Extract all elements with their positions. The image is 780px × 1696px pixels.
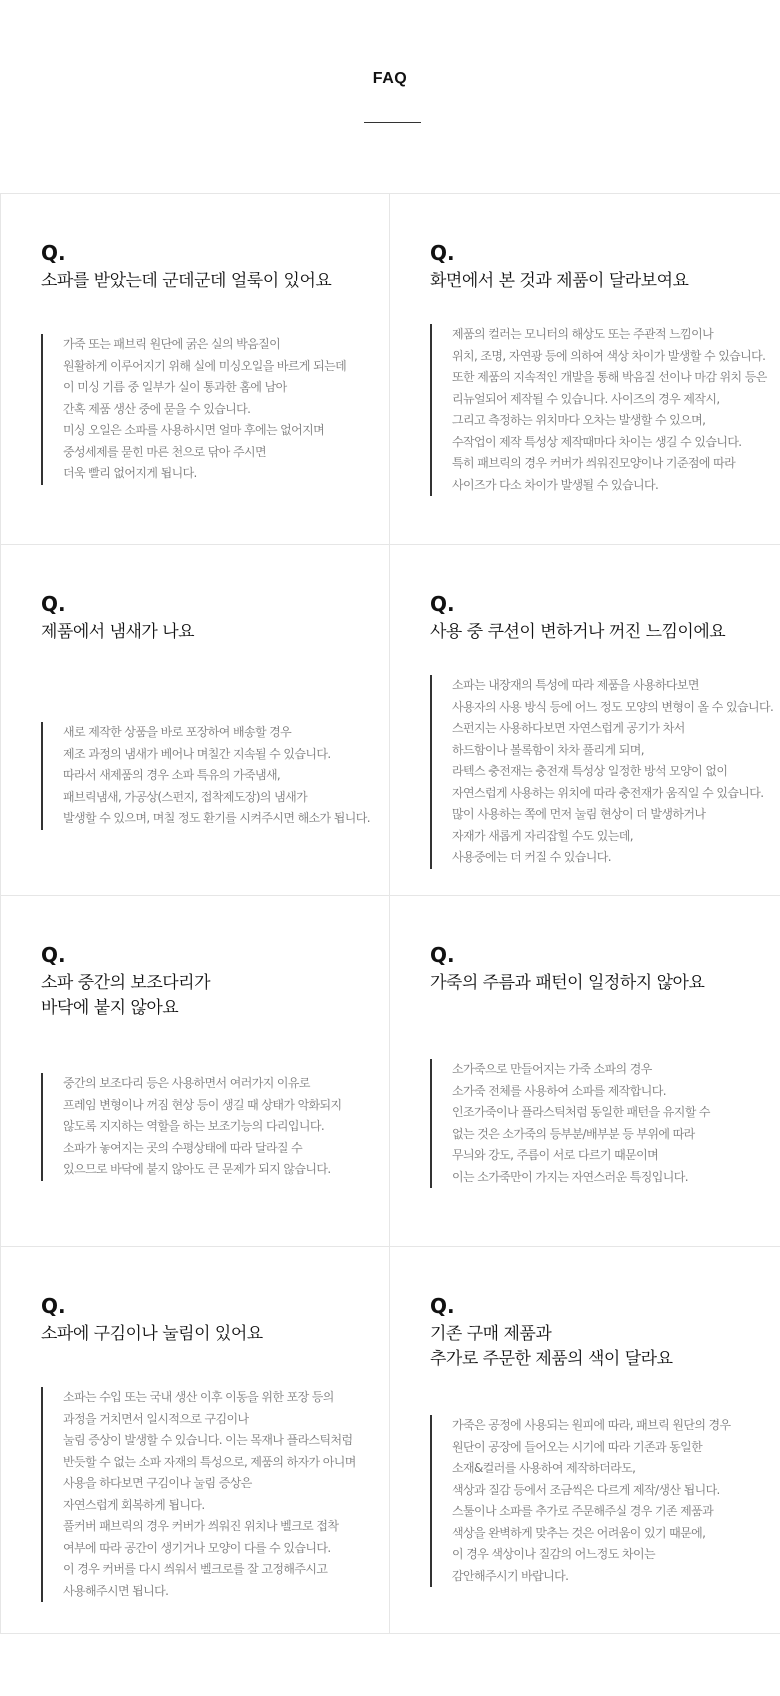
question-title: 소파를 받았는데 군데군데 얼룩이 있어요 (41, 271, 332, 291)
answer-line: 있으므로 바닥에 붙지 않아도 큰 문제가 되지 않습니다. (63, 1162, 331, 1176)
answer-line: 중성세제를 묻힌 마른 천으로 닦아 주시면 (63, 444, 266, 459)
answer-line: 스툴이나 소파를 추가로 주문해주실 경우 기존 제품과 (452, 1504, 714, 1518)
answer-line: 인조가죽이나 플라스틱처럼 동일한 패턴을 유지할 수 (452, 1105, 710, 1119)
question-title: 제품에서 냄새가 나요 (41, 622, 195, 642)
answer-line: 소파는 수입 또는 국내 생산 이후 이동을 위한 포장 등의 (63, 1390, 334, 1404)
answer-line: 소가죽으로 만들어지는 가죽 소파의 경우 (452, 1062, 652, 1076)
title-underline (364, 122, 421, 123)
q-mark: Q. (41, 241, 66, 265)
answer-line: 이 경우 커버를 다시 씌워서 벨크로를 잘 고정해주시고 (63, 1562, 328, 1576)
answer-line: 특히 패브릭의 경우 커버가 씌워진모양이나 기준점에 따라 (452, 456, 736, 470)
answer-line: 스펀지는 사용하다보면 자연스럽게 공기가 차서 (452, 721, 685, 735)
q-mark: Q. (41, 592, 66, 616)
answer-line: 따라서 새제품의 경우 소파 특유의 가죽냄새, (63, 768, 281, 782)
q-mark: Q. (430, 592, 455, 616)
answer-line: 제조 과정의 냄새가 베어나 며칠간 지속될 수 있습니다. (63, 746, 331, 761)
faq-item (390, 545, 780, 896)
answer-line: 패브릭냄새, 가공상(스펀지, 접착제도장)의 냄새가 (63, 789, 308, 804)
q-mark: Q. (430, 1294, 455, 1318)
answer-line: 더욱 빨리 없어지게 됩니다. (63, 466, 197, 480)
faq-grid (0, 193, 780, 1633)
answer-line: 이 경우 색상이나 질감의 어느정도 차이는 (452, 1547, 655, 1561)
faq-item (390, 194, 780, 545)
answer-line: 자연스럽게 사용하는 위치에 따라 충전재가 움직일 수 있습니다. (452, 785, 764, 800)
answer-line: 하드함이나 볼록함이 차차 풀리게 되며, (452, 742, 644, 757)
answer-line: 자재가 새롭게 자리잡힐 수도 있는데, (452, 828, 633, 843)
answer-line: 제품의 컬러는 모니터의 해상도 또는 주관적 느낌이나 (452, 327, 714, 341)
faq-item (390, 1247, 780, 1634)
page-title: FAQ (372, 70, 408, 87)
answer-line: 위치, 조명, 자연광 등에 의하여 색상 차이가 발생할 수 있습니다. (452, 348, 766, 363)
answer-line: 색상을 완벽하게 맞추는 것은 어려움이 있기 때문에, (452, 1525, 706, 1540)
answer-line: 여부에 따라 공간이 생기거나 모양이 다를 수 있습니다. (63, 1540, 331, 1555)
faq-item (0, 896, 390, 1247)
answer-text (430, 1059, 775, 1188)
answer-line: 사이즈가 다소 차이가 발생될 수 있습니다. (452, 477, 659, 492)
answer-text (41, 722, 386, 830)
answer-line: 중간의 보조다리 등은 사용하면서 여러가지 이유로 (63, 1076, 310, 1090)
q-mark: Q. (41, 943, 66, 967)
answer-line: 과정을 거치면서 일시적으로 구김이나 (63, 1411, 249, 1426)
question-title: 기존 구매 제품과 추가로 주문한 제품의 색이 달라요 (430, 1324, 673, 1369)
answer-line: 발생할 수 있으며, 며칠 정도 환기를 시켜주시면 해소가 됩니다. (63, 811, 370, 825)
q-mark: Q. (430, 241, 455, 265)
answer-line: 사용중에는 더 커질 수 있습니다. (452, 850, 611, 864)
answer-line: 사용해주시면 됩니다. (63, 1583, 169, 1598)
question-title: 화면에서 본 것과 제품이 달라보여요 (430, 271, 689, 291)
answer-line: 소가죽 전체를 사용하여 소파를 제작합니다. (452, 1083, 666, 1098)
question-title: 가죽의 주름과 패턴이 일정하지 않아요 (430, 973, 705, 993)
answer-line: 리뉴얼되어 제작될 수 있습니다. 사이즈의 경우 제작시, (452, 391, 720, 406)
question-title: 소파 중간의 보조다리가 바닥에 붙지 않아요 (41, 973, 211, 1018)
answer-line: 색상과 질감 등에서 조금씩은 다르게 제작/생산 됩니다. (452, 1482, 720, 1497)
answer-line: 또한 제품의 지속적인 개발을 통해 박음질 선이나 마감 위치 등은 (452, 370, 767, 384)
answer-line: 수작업이 제작 특성상 제작때마다 차이는 생길 수 있습니다. (452, 434, 742, 449)
answer-line: 가죽 또는 패브릭 원단에 굵은 실의 박음질이 (63, 337, 281, 351)
faq-item (390, 896, 780, 1247)
answer-text (41, 334, 386, 485)
answer-line: 소파가 놓여지는 곳의 수평상태에 따라 달라질 수 (63, 1140, 303, 1155)
answer-text (41, 1387, 386, 1602)
answer-text (41, 1073, 386, 1181)
answer-line: 풀커버 패브릭의 경우 커버가 씌워진 위치나 벨크로 접착 (63, 1519, 339, 1533)
answer-line: 간혹 제품 생산 중에 묻을 수 있습니다. (63, 401, 251, 416)
answer-text (430, 675, 775, 869)
answer-line: 소재&컬러를 사용하여 제작하더라도, (452, 1461, 636, 1475)
answer-line: 사용자의 사용 방식 등에 어느 정도 모양의 변형이 올 수 있습니다. (452, 699, 774, 714)
answer-line: 무늬와 강도, 주름이 서로 다르기 때문이며 (452, 1148, 659, 1162)
answer-line: 없는 것은 소가죽의 등부분/배부분 등 부위에 따라 (452, 1126, 695, 1141)
answer-line: 자연스럽게 회복하게 됩니다. (63, 1497, 205, 1512)
answer-line: 사용을 하다보면 구김이나 눌림 증상은 (63, 1476, 252, 1490)
answer-line: 새로 제작한 상품을 바로 포장하여 배송할 경우 (63, 725, 292, 739)
faq-item (0, 1247, 390, 1634)
answer-line: 눌림 증상이 발생할 수 있습니다. 이는 목재나 플라스틱처럼 (63, 1433, 353, 1447)
answer-line: 소파는 내장재의 특성에 따라 제품을 사용하다보면 (452, 678, 699, 692)
faq-item (0, 194, 390, 545)
answer-line: 이는 소가죽만이 가지는 자연스러운 특징입니다. (452, 1169, 688, 1184)
answer-line: 가죽은 공정에 사용되는 원피에 따라, 패브릭 원단의 경우 (452, 1418, 731, 1432)
answer-line: 많이 사용하는 쪽에 먼저 눌림 현상이 더 발생하거나 (452, 807, 706, 821)
answer-line: 원단이 공장에 들어오는 시기에 따라 기존과 동일한 (452, 1439, 703, 1454)
q-mark: Q. (430, 943, 455, 967)
answer-line: 원활하게 이루어지기 위해 실에 미싱오일을 바르게 되는데 (63, 358, 347, 373)
question-title: 사용 중 쿠션이 변하거나 꺼진 느낌이에요 (430, 622, 726, 642)
faq-item (0, 545, 390, 896)
answer-line: 미싱 오일은 소파를 사용하시면 얼마 후에는 없어지며 (63, 423, 325, 437)
answer-line: 그리고 측정하는 위치마다 오차는 발생할 수 있으며, (452, 413, 706, 427)
answer-line: 라텍스 충전재는 충전재 특성상 일정한 방석 모양이 없이 (452, 764, 728, 778)
question-title: 소파에 구김이나 눌림이 있어요 (41, 1324, 263, 1344)
answer-text (430, 1415, 775, 1587)
q-mark: Q. (41, 1294, 66, 1318)
answer-line: 반듯할 수 없는 소파 자재의 특성으로, 제품의 하자가 아니며 (63, 1454, 356, 1469)
answer-line: 않도록 지지하는 역할을 하는 보조기능의 다리입니다. (63, 1119, 325, 1133)
answer-line: 감안해주시기 바랍니다. (452, 1568, 569, 1583)
answer-line: 이 미싱 기름 중 일부가 실이 통과한 홈에 남아 (63, 380, 287, 394)
answer-text (430, 324, 775, 496)
faq-header (0, 0, 780, 193)
answer-line: 프레임 변형이나 꺼짐 현상 등이 생길 때 상태가 악화되지 (63, 1097, 342, 1112)
